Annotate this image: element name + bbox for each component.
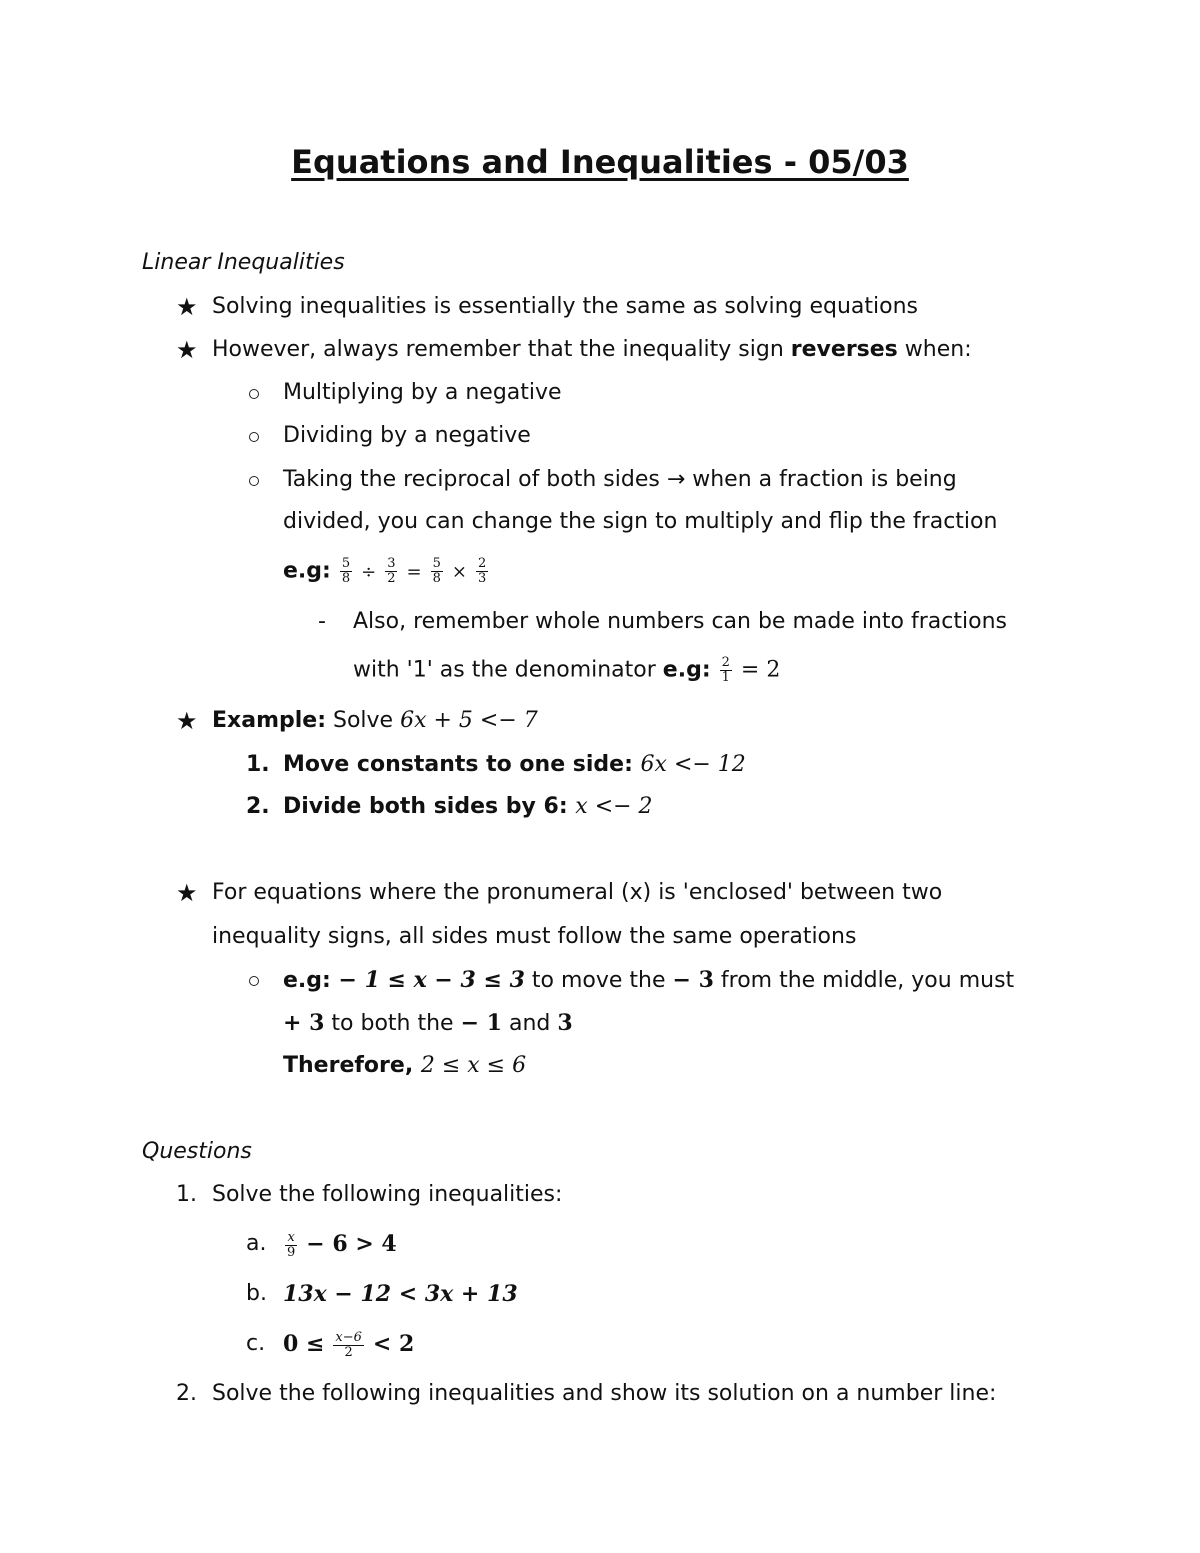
sub-question-label: c. <box>246 1331 266 1356</box>
star-bullet-icon: ★ <box>176 336 198 364</box>
fraction: $\frac{3}{2}$ <box>387 556 396 586</box>
sub-question-math: 0 ≤ $\frac{x-6}{2}$ < 2 <box>283 1329 415 1360</box>
section-heading-linear-inequalities: Linear Inequalities <box>142 250 345 275</box>
bullet-text: Solving inequalities is essentially the same as solving equations <box>212 294 918 319</box>
example-fraction-line: e.g: $\frac{5}{8}$ ÷ $\frac{3}{2}$ = $\frac{5}{8}$ × $\frac{2}{3}$ <box>283 556 487 586</box>
page-title: Equations and Inequalities - 05/03 <box>291 143 909 181</box>
star-bullet-icon: ★ <box>176 879 198 907</box>
bullet-text: inequality signs, all sides must follow the same operations <box>212 924 857 949</box>
fraction: $\frac{5}{8}$ <box>432 556 441 586</box>
circle-bullet-icon <box>249 476 259 486</box>
sub-bullet-text: divided, you can change the sign to multiply and flip the fraction <box>283 509 998 534</box>
therefore-text: Therefore, 2 ≤ x ≤ 6 <box>283 1053 527 1078</box>
sub-bullet-text: Dividing by a negative <box>283 423 531 448</box>
sub-question-label: a. <box>246 1231 267 1256</box>
sub-bullet-text: Taking the reciprocal of both sides → when a fraction is being <box>283 467 957 492</box>
circle-bullet-icon <box>249 976 259 986</box>
star-bullet-icon: ★ <box>176 707 198 735</box>
example-text: e.g: − 1 ≤ x − 3 ≤ 3 to move the − 3 from the middle, you must <box>283 967 1015 993</box>
sub-question-math: 13x − 12 < 3x + 13 <box>283 1281 518 1307</box>
note-text: with '1' as the denominator e.g: $\frac{2}{1}$ = 2 <box>353 655 781 685</box>
fraction: $\frac{2}{3}$ <box>477 556 487 586</box>
question-text: Solve the following inequalities: <box>212 1182 563 1207</box>
sub-question-label: b. <box>246 1281 267 1306</box>
example-text: + 3 to both the − 1 and 3 <box>283 1010 573 1036</box>
sub-question-math: $\frac{x}{9}$ − 6 > 4 <box>287 1229 397 1260</box>
step-number: 2. <box>246 794 270 819</box>
note-text: Also, remember whole numbers can be made into fractions <box>353 609 1007 634</box>
fraction: $\frac{5}{8}$ <box>341 556 351 586</box>
circle-bullet-icon <box>249 389 259 399</box>
section-heading-questions: Questions <box>142 1139 252 1164</box>
fraction: $\frac{x}{9}$ <box>287 1229 296 1260</box>
step-text: Move constants to one side: 6x <− 12 <box>283 752 746 777</box>
bullet-text: For equations where the pronumeral (x) is 'enclosed' between two <box>212 880 943 905</box>
fraction: $\frac{x-6}{2}$ <box>335 1329 362 1360</box>
circle-bullet-icon <box>249 432 259 442</box>
dash-bullet-icon: - <box>318 609 326 634</box>
question-number: 2. <box>176 1381 197 1406</box>
example-line: Example: Solve 6x + 5 <− 7 <box>212 708 538 733</box>
question-text: Solve the following inequalities and show its solution on a number line: <box>212 1381 997 1406</box>
sub-bullet-text: Multiplying by a negative <box>283 380 562 405</box>
question-number: 1. <box>176 1182 197 1207</box>
star-bullet-icon: ★ <box>176 293 198 321</box>
bullet-text: However, always remember that the inequality sign reverses when: <box>212 337 972 362</box>
fraction: $\frac{2}{1}$ <box>721 655 730 685</box>
step-number: 1. <box>246 752 270 777</box>
step-text: Divide both sides by 6: x <− 2 <box>283 794 653 819</box>
